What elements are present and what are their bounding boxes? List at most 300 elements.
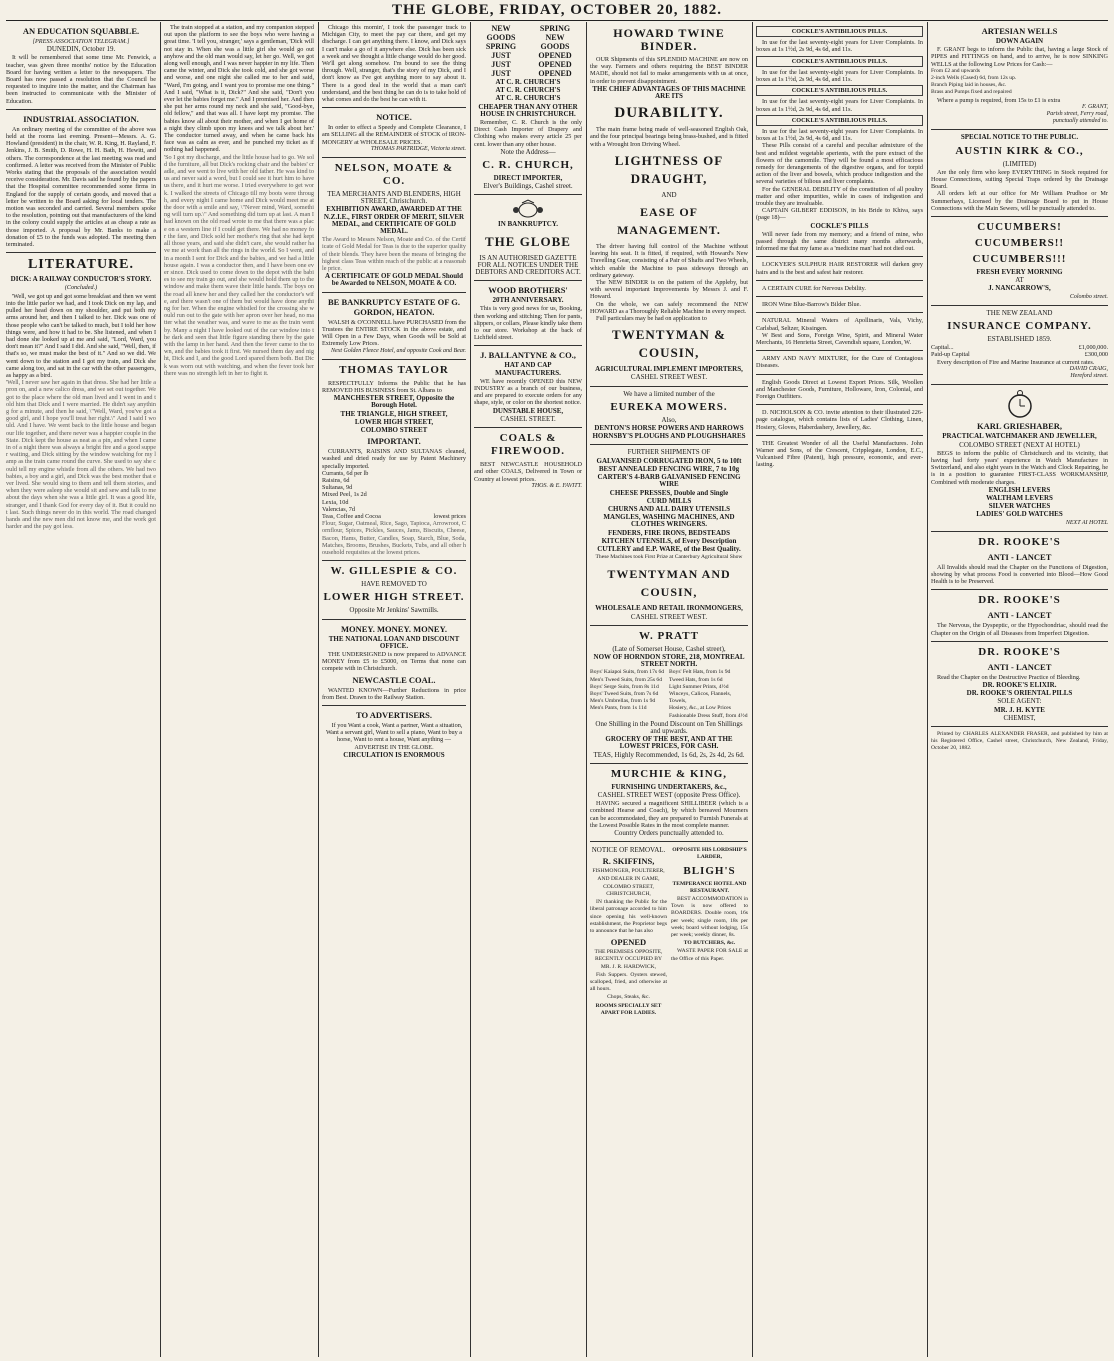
cockle-body: In use for the last seventy-eight years for Liver Complaints. In boxes at 1s 1½d, 2s 9d, 4s 6d, and 11s. xyxy=(756,98,923,113)
cockle-pills-body: Will never fade from my memory; and a friend of mine, who passed through the same district many months afterwards, informed me that my fame as a 'medicine man' had not died out. xyxy=(756,230,923,253)
skiffins-subhead: FISHMONGER, POULTERER, AND DEALER IN GAME, xyxy=(592,868,665,882)
gillespie-note: Opposite Mr Jenkins' Sawmills. xyxy=(349,606,439,615)
paidup-row xyxy=(931,351,1108,358)
at-word: AT xyxy=(1015,276,1024,285)
cockle-box: COCKLE'S ANTIBILIOUS PILLS. xyxy=(756,115,923,126)
austin-body: Are the only firm who keep EVERYTHING in Stock required for House Connections, suiting Special Traps ordered by the Drainage Board. xyxy=(931,168,1108,191)
goods-item: GALVANISED CORRUGATED IRON, 5 to 10ft xyxy=(596,456,742,465)
pratt-left-item: Boys' Kaiapoi Suits, from 17s 6d xyxy=(590,669,665,676)
natural-waters-ad: NATURAL Mineral Waters of Apollinaris, Vals, Vichy, Carlsbad, Seltzer, Kissingen. xyxy=(756,317,923,332)
divider xyxy=(931,641,1108,642)
coals-signature: THOS. & E. FAVITT. xyxy=(531,482,582,489)
further-shipments: FURTHER SHIPMENTS OF xyxy=(627,448,711,457)
kyte-sub: CHEMIST, xyxy=(1003,713,1036,722)
removal-headline: NOTICE OF REMOVAL. xyxy=(591,846,666,855)
season-word-goods: GOODS xyxy=(540,42,570,51)
wanted-body: WANTED KNOWN—Further Reductions in price from Best. Drawn to the Railway Station. xyxy=(322,686,466,701)
divider xyxy=(931,384,1108,385)
divider xyxy=(590,444,748,445)
rate-item: Branch Piping laid in houses, &c. xyxy=(931,82,1007,89)
goods-item: CHEESE PRESSES, Double and Single xyxy=(609,488,729,497)
durability-headline: DURABILITY. xyxy=(614,105,724,122)
pratt-left-item: Men's Pants, from 1s 11d xyxy=(590,705,647,712)
established-line: ESTABLISHED 1859. xyxy=(987,335,1052,344)
church-address-line: AT C. R. CHURCH'S xyxy=(495,78,561,86)
taylor-body: RESPECTFULLY Informs the Public that he has REMOVED HIS BUSINESS from St. Albans to xyxy=(322,379,466,394)
twentyman-2-headline: TWENTYMAN AND COUSIN, xyxy=(607,567,731,600)
cockle-body: In use for the last seventy-eight years for Liver Complaints. In boxes at 1s 1½d, 2s 9d, 4s 6d, and 11s. xyxy=(756,68,923,84)
column-rule xyxy=(318,22,319,1357)
rooke-elixir: DR. ROOKE'S ELIXIR. xyxy=(982,680,1057,689)
nicholson-ad: D. NICHOLSON & CO. invite attention to their illustrated 226-page catalogue, which contains lists of Ladies' Clothing, Linen, Hosiery, Gloves, Haberdashery, Jewellery, &c. xyxy=(756,409,923,431)
price-item-label: Currants, 6d per lb xyxy=(322,469,369,477)
silver-watches: SILVER WATCHES xyxy=(988,502,1051,511)
price-item xyxy=(322,491,466,498)
bankruptcy-signature: Next Golden Fleece Hotel, and opposite Cook and Bear. xyxy=(331,347,466,354)
pratt-subhead: (Late of Somerset House, Cashel street), xyxy=(612,644,726,653)
important-headline: IMPORTANT. xyxy=(367,436,421,447)
austin-kirk-headline: AUSTIN KIRK & CO., xyxy=(955,144,1084,157)
column-4 xyxy=(474,24,582,1354)
capital-row xyxy=(931,344,1108,351)
pratt-headline: W. PRATT xyxy=(639,629,699,642)
divider xyxy=(6,109,156,110)
rooke-headline: DR. ROOKE'S xyxy=(978,645,1061,658)
sole-agent: SOLE AGENT: xyxy=(997,697,1042,706)
cucumbers-3: CUCUMBERS!!! xyxy=(972,253,1067,266)
rooke-body-3: Read the Chapter on the Destructive Practice of Bleeding. xyxy=(937,673,1081,681)
column-3 xyxy=(322,24,466,1354)
goods-item: CUTLERY and E.P. WARE, of the Best Quality. xyxy=(597,544,741,553)
army-navy-ad: ARMY AND NAVY MIXTURE, for the Cure of Contagious Diseases. xyxy=(756,355,923,370)
divider xyxy=(322,157,466,158)
divider xyxy=(322,705,466,706)
price-item-label: Teas, Coffee and Cocoa xyxy=(322,512,381,520)
divider xyxy=(590,841,748,842)
column-rule xyxy=(927,22,928,1357)
anti-lancet-headline: ANTI - LANCET xyxy=(987,610,1052,621)
masthead-rule xyxy=(6,20,1108,21)
education-dateline: DUNEDIN, October 19. xyxy=(46,45,116,54)
murchie-body: HAVING secured a magnificent SHILLIBEER (which is a combined Hearse and Coach), by which bereaved Mourners can be accommodated, they are prepared to Furnish Funerals at the Lowest Possible Rates in the most complete manner. xyxy=(590,800,748,829)
nelson-subhead: TEA MERCHANTS AND BLENDERS, HIGH STREET, Christchurch. xyxy=(327,190,461,206)
dunstable-street: CASHEL STREET. xyxy=(500,414,556,423)
gillespie-subhead: HAVE REMOVED TO xyxy=(361,580,427,589)
church-address-line: AT C. R. CHURCH'S xyxy=(495,86,561,95)
durability-body: The main frame being made of well-seasoned English Oak, and the four principal bearings being brass-bushed, and is fitted with a Wrought Iron Driving Wheel. xyxy=(590,126,748,148)
goods-list xyxy=(590,458,748,553)
goods-item: BEST ANNEALED FENCING WIRE, 7 to 10g xyxy=(598,464,740,473)
divider xyxy=(756,280,923,281)
pratt-left-item: Men's Tweed Suits, from 25s 6d xyxy=(590,676,662,683)
skiffins-headline: R. SKIFFINS, xyxy=(602,856,655,867)
greatest-wonder-ad: THE Greatest Wonder of all the Useful Manufactures. John Warner and Sons, of the Crescent, Cripplegate, London, E.C., Vulcanised Fibre (Patent), high pressure, economic, and ever-lasting. xyxy=(756,439,923,469)
next-ai-hotel: NEXT AI HOTEL xyxy=(1065,519,1108,526)
rate-item: Brass and Pumps fixed and repaired xyxy=(931,89,1012,96)
goods-item: CURD MILLS xyxy=(646,496,692,505)
pratt-lists xyxy=(590,669,748,719)
literature-concluded: (Concluded.) xyxy=(64,284,98,292)
divider xyxy=(756,312,923,313)
rate-item: 2-inch Wells (Cased) 6d, from 12s up. xyxy=(931,75,1017,82)
opened-word: OPENED xyxy=(538,60,572,69)
opened-word: OPENED xyxy=(538,69,572,78)
full-particulars: Full particulars may be had on application to xyxy=(596,315,707,323)
murchie-subhead: FURNISHING UNDERTAKERS, &c., xyxy=(611,782,727,791)
column-rule xyxy=(470,22,471,1357)
cockle-box: COCKLE'S ANTIBILIOUS PILLS. xyxy=(756,85,923,96)
ballantyne-subhead: HAT AND CAP MANUFACTURERS. xyxy=(495,361,561,377)
church-street: Elver's Buildings, Cashel street. xyxy=(483,182,573,191)
pratt-right-item: Winceys, Calicos, Flannels, Towels, xyxy=(669,690,732,705)
literature-body-2: The train stopped at a station, and my companion stepped out upon the platform to see the boys who were having a great time. 'I tell you, stranger,' says a gentleman, 'Dick will not stay in. When she was a little girl she would go out anyhow and the old man would say, let her go. Well, we got along well enough, and I was never happier in my life. Then came the winter, and Dick she took cold, and she got worse and worse, and one night she called me to her and said, "Ward, I'm going, and I want you to promise me one thing." And I said, "What is it, Dick?" And she said, "Don't you ever let the babies forget me." And I promised her. And then she put her arms round my neck and she said, "Good-bye, old fellow," and that was all. I have kept my promise. The babies know all about their mother, and when I get home of a night they climb upon my knees and we talk about her.' The conductor turned away, and when he came back his face was as calm as ever, and he punched my ticket as if nothing had happened. xyxy=(164,24,314,154)
national-loan-headline: THE NATIONAL LOAN AND DISCOUNT OFFICE. xyxy=(328,634,460,650)
church-subhead: DIRECT IMPORTER, xyxy=(493,174,563,183)
grant-signature: F. GRANT, xyxy=(1082,103,1108,110)
lockyer-ad: LOCKYER'S SULPHUR HAIR RESTORER will darken grey hairs and is the best and safest hair restorer. xyxy=(756,261,923,276)
just-word: JUST xyxy=(491,51,511,60)
craig-signature: DAVID CRAIG, xyxy=(1069,365,1108,372)
divider xyxy=(322,107,466,108)
whole-body: On the whole, we can safely recommend the NEW HOWARD as a Thoroughly Reliable Machine in every respect. xyxy=(590,300,748,315)
english-levers: ENGLISH LEVERS xyxy=(988,485,1051,494)
divider xyxy=(931,129,1108,130)
pratt-address: NOW OF HORNDON STORE, 218, MONTREAL STREET NORTH. xyxy=(593,652,745,669)
opened-headline: OPENED xyxy=(610,937,647,948)
nz-headline: THE NEW ZEALAND xyxy=(986,308,1053,317)
literature-continued-text: 'Well, I never saw her again in that dress. She had her little apron on, and a new calico dress, and we set out together. We got to the place where the old man lived and I went in and told him that Dick and I were married. He didn't say anything for a minute, and then he said, \"Well, Ward, you've got a good girl, and I hope you'll treat her right.\" And I said I would. And I have. We went back to the little house and began our life together, and there never was a happier couple in the State. Dick kept the house as neat as a pin, and when I came in of a night there was always a bright fire and a good supper waiting, and Dick sitting by the window watching for my lamp as the train came round the curve. She used to say she could tell my engine whistle from all the others. We had two babies, a boy and a girl, and Dick was the best mother that ever lived. She would sing to them and tell them stories, and when they were asleep she would sit and sew and talk to me about the days when she was a little girl. It was a good life, stranger, and I thank God for every day of it. But it could not last. Such things never do in this world. The road changed hands and the new men did not know me, and the work got harder and the pay got less. xyxy=(6,379,156,531)
also-word: Also, xyxy=(661,415,677,424)
rooke-headline: DR. ROOKE'S xyxy=(978,594,1061,607)
pratt-right-item: Light Summer Prints, 4½d xyxy=(669,683,729,690)
ease-headline: EASE OF MANAGEMENT. xyxy=(617,205,721,238)
season-word-new: NEW xyxy=(545,33,565,42)
cheese-note: These Machines took First Prize at Canterbury Agricultural Show xyxy=(595,554,743,561)
price-item xyxy=(322,484,466,491)
divider xyxy=(6,252,156,253)
english-goods-ad: English Goods Direct at Lowest Export Prices. Silk, Woollen and Manchester Goods, Furniture, Holloware, Iron, Colonial, and Foreign Outfitters. xyxy=(756,378,923,400)
advertisers-headline: TO ADVERTISERS. xyxy=(355,710,433,720)
murchie-headline: MURCHIE & KING, xyxy=(610,767,728,780)
karl-street: COLOMBO STREET (NEXT AI HOTEL) xyxy=(959,440,1080,449)
pratt-left-item: Boys' Serge Suits, from 8s 11d xyxy=(590,683,659,690)
taylor-address: MANCHESTER STREET, Opposite the Borough Hotel. xyxy=(333,394,455,410)
special-notice: SPECIAL NOTICE TO THE PUBLIC. xyxy=(960,133,1079,142)
goods-item: CHURNS AND ALL DAIRY UTENSILS xyxy=(607,504,731,513)
season-goods-block xyxy=(474,24,582,78)
ease-body: The driver having full control of the Machine without leaving his seat. It is fitted, if required, with Howard's New Travelling Gear, consisting of a Pair of Shafts and Two Wheels, which enable the Machine to pass sideways through an ordinary gateway. xyxy=(590,243,748,279)
nelson-award: EXHIBITION AWARD, AWARDED AT THE N.Z.I.E., FIRST ORDER OF MERIT, SILVER MEDAL, and CERTIFICATE OF GOLD MEDAL. xyxy=(323,205,465,236)
divider xyxy=(756,374,923,375)
literature-continued-text: 'So I got my discharge, and the little house had to go. We sold the furniture, all but Dick's rocking chair and the babies' cradle, and we went to live with her old father. He was kind to us and never said a word, but I could see it hurt him to have us there, and it hurt me worse. I tried everywhere to get work. I walked the streets of Chicago till my boots were through, and every night I came home and Dick would meet me at the door with a smile and say, \"Never mind, Ward, something will turn up.\" And something did turn up at last. A man I had known on the old road wrote to me that there was a place on a western line if I could get there. We had no money for the fare, and Dick sold her mother's ring that she had kept all those years, and said she didn't care, she would rather have me at work than all the rings in the world. So I went, and in a month I sent for Dick and the babies, and we had a little house again. I was a conductor then, and I have been one ever since. Dick used to come down to the depot with the babies to see my train go out, and she would hold them up to the window and make them wave their little hands. The boys on the road all knew her and they called her the conductor's wife, and there wasn't one of them but would have done anything for her. When the engine whistled for the crossing she would run out to the gate with her apron over her head, no matter what the weather was, and wave to me as the train went by. Many a night I have looked out of the car window into the dark and seen that little figure standing there by the gate with the lamp in her hand. And then the fever came to the town, and the babies took it first. We nursed them day and night, Dick and I, and the good Lord spared them both. But Dick was worn out with watching, and when the fever took her there was no strength left in her to fight it. xyxy=(164,153,314,377)
divider xyxy=(474,194,582,195)
column-6 xyxy=(756,24,923,1354)
cheaper-line: CHEAPER THAN ANY OTHER HOUSE IN CHRISTCHURCH. xyxy=(478,102,578,118)
cucumbers-1: CUCUMBERS! xyxy=(977,221,1062,234)
prize-body: For the GENERAL DEBILITY of the constitution of all poultry matter and other impurities, while in cases of indigestion and trouble they are invaluable. xyxy=(756,185,923,208)
twentyman-2-street: CASHEL STREET WEST. xyxy=(630,612,708,621)
cockle-long-body: These Pills consist of a careful and peculiar admixture of the best and mildest vegetable aperients, with the pure extract of the flowers of the camomile. They will be found a most efficacious remedy for derangements of the digestive organs, and for torpid action of the liver and bowels, which produce indigestion and the several varieties of bilious and liver complaints. xyxy=(756,142,923,186)
murchie-street: CASHEL STREET WEST (opposite Press Office). xyxy=(597,790,741,799)
austin-orders: All orders left at our office for Mr William Prudhoe or Mr Summerhays, Licensed by the Drainage Board to put in House Connections with the Main Sewers, will be punctually attended to. xyxy=(931,190,1108,212)
binder-intro: OUR Shipments of this SPLENDID MACHINE are now on the way. Farmers and others requiring the BEST BINDER MADE, should not fail to make arrangements with us at once, in order to prevent disappointment. xyxy=(590,56,748,85)
grant-address: Parish street, Ferry road, xyxy=(1046,111,1108,118)
twentyman-2-subhead: WHOLESALE AND RETAIL IRONMONGERS, xyxy=(595,604,743,613)
globe-gazette-text: IS AN AUTHORISED GAZETTE FOR ALL NOTICES UNDER THE DEBTORS AND CREDITORS ACT. xyxy=(475,253,581,277)
rooke-body-2: The Nervous, the Dyspeptic, or the Hypochondriac, should read the Chapter on the Origin of all Diseases from Imperfect Digestion. xyxy=(931,622,1108,637)
opposite-larder: OPPOSITE HIS LORDSHIP'S LARDER, xyxy=(672,847,747,861)
imprint: Printed by CHARLES ALEXANDER FRASER, and published by him at his Registered Office, Cashel street, Christchurch, New Zealand, Friday, October 20, 1882. xyxy=(931,730,1108,752)
industrial-headline: INDUSTRIAL ASSOCIATION. xyxy=(23,113,139,124)
divider xyxy=(590,386,748,387)
eureka-headline: EUREKA MOWERS. xyxy=(610,400,728,413)
blighs-body: BEST ACCOMMODATION in Town is now offered to BOARDERS. Double room, 16s per week; single room, 18s per week; board without lodging, 15s per week; weekly dinner, 8s. xyxy=(671,896,748,939)
nancarrow-address: Colombo street. xyxy=(1069,293,1108,300)
nelson-body-text: The Award to Messrs Nelson, Moate and Co. of the Certificate of Gold Medal for Teas is due to the superior quality of their blends. They have been the means of bringing the highest class Teas within reach of the public at a reasonable price. xyxy=(322,236,466,273)
iron-wine-ad: IRON Wine Blue-Barrow's Bilder Blue. xyxy=(762,301,861,309)
wells-note: Where a pump is required, from 15s to £1 is extra xyxy=(937,96,1061,104)
twentyman-subhead: AGRICULTURAL IMPLEMENT IMPORTERS, xyxy=(595,365,743,374)
literature-headline: LITERATURE. xyxy=(27,257,135,273)
shilling-discount: One Shilling in the Pound Discount on Ten Shillings and upwards. xyxy=(595,719,743,735)
divider xyxy=(322,292,466,293)
literature-body: 'Well, we got up and got some breakfast and then we went into the little parlor we had, and I took Dick on my lap, and pulled her head down on my shoulder, and put both my arms around her, and then I talked to her. Dick was one of those people who can't be talked to much, but I told her how things were, and how it had to be. She listened, and when I had done she looked up at me and said, "Lord, Ward, you don't mean it?" And I said I did. And she said, "Well, then, if that's so, we must make the best of it." And so we did. We went down to the station and I got my train, and Dick she came along too, and sat in the car with the other passengers, as happy as a bird. xyxy=(6,292,156,379)
gold-medal-certificate: A CERTIFICATE OF GOLD MEDAL Should be Awarded to NELSON, MOATE & CO. xyxy=(324,272,464,288)
advertisers-body: If you Want a cook, Want a partner, Want a situation, Want a servant girl, Want to sell a piano, Want to buy a horse, Want to rent a house, Want anything — ADVERTISE IN THE GLOBE. xyxy=(325,722,463,751)
artesian-body: F. GRANT begs to inform the Public that, having a large Stock of PIPES and FITTINGS on hand, and to arrive, he is now SINKING WELLS at the following Low Prices for Cash:— xyxy=(931,46,1108,68)
austin-limited: (LIMITED) xyxy=(1002,159,1037,168)
column-1 xyxy=(6,24,156,1354)
chief-advantages: THE CHIEF ADVANTAGES OF THIS MACHINE ARE ITS xyxy=(592,84,746,101)
coals-headline: COALS & FIREWOOD. xyxy=(490,432,566,458)
price-item xyxy=(322,513,466,520)
cockle-box: COCKLE'S ANTIBILIOUS PILLS. xyxy=(756,56,923,67)
new-binder-body: The NEW BINDER is on the pattern of the Appleby, but with several important Improvements by Messrs J. and F. Howard. xyxy=(590,279,748,301)
note-address-label: Note the Address— xyxy=(500,147,556,156)
premises-line: THE PREMISES OPPOSITE, RECENTLY OCCUPIED BY MR. J. R. HARDWICK, xyxy=(594,949,663,970)
industrial-body: An ordinary meeting of the committee of the above was held at the rooms last evening. Present—Messrs. A. G. Howland (president) in the chair, W. R. King, H. Rayland, F. Jenkins, J. B. Smith, D. Rowe, H. H. Bath, H. Hewitt, and others. The correspondence at the last meeting was read and confirmed. A letter was received from the Minister of Public Works stating that the proposals of the association would receive consideration. Mr. Davis said he found by the papers that the Hospital committee recommended some firms in England for the supply of certain goods, and moved that a letter be written to the Board asking for local tenders. The motion was seconded and carried. Several members spoke to the resolution, pointing out that manufacturers of the kind in the colony could supply the articles at as cheap a rate as those imported. A proposal by Mr. Banks to make a donation of £5 to the funds was adopted. The meeting then terminated. xyxy=(6,125,156,249)
butchers-headline: TO BUTCHERS, &c. xyxy=(683,940,736,947)
coals-body: BEST NEWCASTLE HOUSEHOLD and other COALS, Delivered in Town or Country at lowest prices. xyxy=(474,461,582,483)
price-item xyxy=(322,506,466,513)
murchie-country: Country Orders punctually attended to. xyxy=(614,829,724,837)
opened-word: OPENED xyxy=(538,51,572,60)
removal-block xyxy=(590,846,667,1018)
skiffins-body: IN thanking the Public for the liberal patronage accorded to him since opening his well-known establishment, the Proprietor begs to announce that he has also xyxy=(590,899,667,935)
karl-body: BEGS to inform the public of Christchurch and its vicinity, that having had forty years' experience in Watch Manufacture in Switzerland, and also eight years in the Watch and Clock Repairing, he is in a position to guarantee FIRST-CLASS WORKMANSHIP, Combined with moderate charges. xyxy=(931,449,1108,486)
column-rule xyxy=(752,22,753,1357)
goods-item: FENDERS, FIRE IRONS, BEDSTEADS xyxy=(608,528,730,537)
hereford-street: Hereford street. xyxy=(1070,373,1108,380)
price-item xyxy=(322,499,466,506)
bankruptcy-notice: IN BANKRUPTCY. xyxy=(497,220,559,229)
waltham-levers: WALTHAM LEVERS xyxy=(986,493,1053,502)
teas-line: TEAS, Highly Recommended, 1s 6d, 2s, 2s 4d, 2s 6d. xyxy=(593,750,745,759)
pratt-right-item: Boys' Felt Hats, from 1s 9d xyxy=(669,669,731,676)
certain-cure-ad: A CERTAIN CURE for Nervous Debility. xyxy=(762,284,866,292)
punctually-line: punctually attended to. xyxy=(1052,118,1108,125)
column-rule xyxy=(586,22,587,1357)
divider xyxy=(756,435,923,436)
blighs-headline: BLIGH'S xyxy=(683,864,736,877)
church-headline: C. R. CHURCH, xyxy=(482,159,574,172)
bankruptcy-headline: BE BANKRUPTCY ESTATE OF G. GORDON, HEATON. xyxy=(327,296,460,317)
price-item-label: Valencias, 7d xyxy=(322,505,355,513)
chops-line: Chops, Steaks, &c. xyxy=(607,994,650,1001)
anti-lancet-headline: ANTI - LANCET xyxy=(987,661,1052,672)
cockle-body: In use for the last seventy-eight years for Liver Complaints. In boxes at 1s 1½d, 2s 9d, 4s 6d, and 11s. xyxy=(756,128,923,143)
church-address-line: AT C. R. CHURCH'S xyxy=(495,94,561,103)
cockle-box: COCKLE'S ANTIBILIOUS PILLS. xyxy=(756,26,923,37)
divider xyxy=(756,350,923,351)
education-body: It will be remembered that some time Mr. Fenwick, a teacher, was given three months' notice by the Education Board for having written a letter to the newspapers. The Board has now passed a resolution that the Council be requested to inquire into the matter, and the Chairman has been instructed to communicate with the Minister of Education. xyxy=(6,54,156,105)
price-item-label: Mixed Peel, 1s 2d xyxy=(322,491,367,499)
cockle-pills-headline: COCKLE'S PILLS xyxy=(810,221,869,230)
divider xyxy=(931,726,1108,727)
price-item-label: Raisins, 6d xyxy=(322,476,350,484)
newcastle-headline: NEWCASTLE COAL. xyxy=(352,674,436,685)
fish-suppers: Fish Suppers. Oysters stewed, scalloped, fried, and otherwise at all hours. xyxy=(590,971,667,993)
rooke-oriental: DR. ROOKE'S ORIENTAL PILLS xyxy=(966,689,1073,698)
education-headline: AN EDUCATION SQUABBLE. xyxy=(22,26,140,36)
price-item-label: Lexia, 10d xyxy=(322,498,349,506)
capital-value: £1,000,000. xyxy=(1078,344,1108,352)
best-wines-ad: W Best and Sons, Foreign Wine, Spirit, and Mineral Water Merchants, 16 Henrietta Street, Cavendish square, London, W. xyxy=(756,331,923,346)
blighs-block xyxy=(671,846,748,1018)
grocery-list-text: Flour, Sugar, Oatmeal, Rice, Sago, Tapioca, Arrowroot, Cornflour, Spices, Pickles, Sauces, Jams, Biscuits, Cheese, Bacon, Hams, Butter, Candles, Soap, Starch, Blue, Soda, Matches, Brooms, Brushes, Buckets, Tubs, and all other household requisites at the lowest prices. xyxy=(322,520,466,556)
rooke-body: All Invalids should read the Chapter on the Functions of Digestion, showing by what process Food is converted into Blood—How Good Health is to be Preserved. xyxy=(931,563,1108,586)
divider xyxy=(590,625,748,626)
pocket-watch-icon xyxy=(1005,389,1035,419)
season-word-spring: SPRING xyxy=(485,42,517,51)
literature-body-3: Chicago this mornin', I took the passenger track to Michigan City, to meet the pay car there, and get my discharge. I can get anything there. I know, and Dick says I can't make a go of it anywhere else. Dick has been sick a week and we thought a little change would do her good. We'll get along somehow. I'm bound to see the thing through. Well, stranger, that's the story of my Dick, and I don't know as I've got anything more to say about it. There is a good deal in the world that a man can't understand, and the best thing he can do is to take hold of what comes and do the best he can with it. xyxy=(322,24,466,104)
ladies-gold-watches: LADIES' GOLD WATCHES xyxy=(976,510,1063,519)
pratt-right-item: Hosiery, &c., at Low Prices xyxy=(669,705,731,712)
money-headline: MONEY. MONEY. MONEY. xyxy=(340,623,448,634)
divider xyxy=(322,359,466,360)
temperance-subhead: TEMPERANCE HOTEL AND RESTAURANT. xyxy=(672,880,747,894)
nancarrow-name: J. NANCARROW'S, xyxy=(988,284,1051,293)
colombo-address: COLOMBO STREET xyxy=(360,425,428,434)
ladies-rooms: ROOMS SPECIALLY SET APART FOR LADIES. xyxy=(595,1002,662,1016)
limited-number: We have a limited number of the xyxy=(623,389,715,398)
waste-paper: WASTE PAPER FOR SALE at the Office of this Paper. xyxy=(671,948,748,962)
ballantyne-body: WE have recently OPENED this NEW INDUSTRY as a branch of our business, and are prepared to execute orders for any shape, style, or color on the shortest notice. xyxy=(474,377,582,407)
education-subhead: [PRESS ASSOCIATION TELEGRAM.] xyxy=(32,38,130,45)
well-rates-list xyxy=(931,68,1108,97)
taylor-headline: THOMAS TAYLOR xyxy=(339,363,449,376)
wood-headline: WOOD BROTHERS' xyxy=(488,285,568,296)
ballantyne-headline: J. BALLANTYNE & CO., xyxy=(480,350,576,361)
pratt-left-list xyxy=(590,669,669,719)
pratt-left-item: Men's Umbrellas, from 1s 9d xyxy=(590,698,656,705)
divider xyxy=(931,531,1108,532)
wood-body: This is very good news for us, Booking, then working and stitching; Then for pants, slippers, or collars, Please kindly take them to our store. Workshop at the back of Lichfield street. xyxy=(474,305,582,342)
royal-crest-icon xyxy=(508,199,548,219)
divider xyxy=(931,589,1108,590)
goods-item: CARTER'S 4-BARB GALVANISED FENCING WIRE xyxy=(597,473,741,489)
currants-body: CURRANTS, RAISINS AND SULTANAS cleaned, washed and dried ready for use by Patent Machinery specially imported. xyxy=(322,448,466,470)
paidup-value: £300,000 xyxy=(1084,351,1108,359)
capital-label: Capital... xyxy=(931,344,954,352)
literature-subhead: DICK: A RAILWAY CONDUCTOR'S STORY. xyxy=(10,275,152,284)
paidup-label: Paid-up Capital xyxy=(931,351,970,359)
season-word-goods: GOODS xyxy=(486,33,516,42)
divider xyxy=(474,427,582,428)
insurance-body: Every description of Fire and Marine Insurance at current rates. xyxy=(937,358,1095,366)
divider xyxy=(322,619,466,620)
divider xyxy=(322,560,466,561)
price-item xyxy=(322,477,466,484)
gillespie-headline: W. GILLESPIE & CO. xyxy=(330,565,458,578)
wood-subhead: 20TH ANNIVERSARY. xyxy=(492,296,564,305)
column-7 xyxy=(931,24,1108,1354)
dunstable-house: DUNSTABLE HOUSE, xyxy=(492,406,564,415)
anti-lancet-headline: ANTI - LANCET xyxy=(987,551,1052,562)
divider xyxy=(756,296,923,297)
season-word-new: NEW xyxy=(491,24,511,33)
nelson-headline: NELSON, MOATE & CO. xyxy=(334,162,454,188)
column-5 xyxy=(590,24,748,1354)
skiffins-street: COLOMBO STREET, CHRISTCHURCH, xyxy=(603,883,654,898)
goods-item: MANGLES, WASHING MACHINES, AND CLOTHES WRINGERS. xyxy=(603,513,735,529)
triangle-address: THE TRIANGLE, HIGH STREET, xyxy=(340,409,448,418)
column-rule xyxy=(160,22,161,1357)
divider xyxy=(756,256,923,257)
pratt-right-list xyxy=(669,669,748,719)
divider xyxy=(931,305,1108,306)
notice-signature: THOMAS PARTRIDGE, Victoria street. xyxy=(370,145,466,152)
cucumbers-2: CUCUMBERS!! xyxy=(974,237,1065,250)
pratt-right-item: Fashionable Dress Stuff, from 4½d xyxy=(669,712,748,719)
circulation-line: CIRCULATION IS ENORMOUS xyxy=(343,750,445,759)
gillespie-address: LOWER HIGH STREET. xyxy=(323,591,465,604)
globe-headline: THE GLOBE xyxy=(485,233,571,249)
karl-headline: KARL GRIESHABER, xyxy=(976,421,1063,432)
and-word: AND xyxy=(661,190,677,199)
lightness-headline: LIGHTNESS OF DRAUGHT, xyxy=(614,152,724,186)
notice-body: In order to effect a Speedy and Complete Clearance, I am SELLING all the REMAINDER of STOCK of IRON-MONGERY at WHOLESALE PRICES. xyxy=(322,124,466,146)
just-word: JUST xyxy=(491,60,511,69)
price-item-label: Sultanas, 9d xyxy=(322,484,353,492)
binder-headline: HOWARD TWINE BINDER. xyxy=(613,26,725,53)
bankruptcy-body: WALSH & O'CONNELL have PURCHASED from the Trustees the ENTIRE STOCK in the above estate, and Will Open in a Few Days, when Goods will be Sold at Extremely Low Prices. xyxy=(322,318,466,348)
pratt-left-item: Boys' Tweed Suits, from 7s 6d xyxy=(590,690,659,697)
column-2 xyxy=(164,24,314,1354)
twentyman-street: CASHEL STREET WEST. xyxy=(630,373,708,382)
lower-high-address: LOWER HIGH STREET, xyxy=(354,417,434,426)
pratt-right-item: Tweed Hats, from 1s 6d xyxy=(669,676,723,683)
divider xyxy=(474,280,582,281)
fresh-every-morning: FRESH EVERY MORNING xyxy=(976,268,1063,277)
season-word-spring: SPRING xyxy=(539,24,571,33)
just-word: JUST xyxy=(491,69,511,78)
cockle-body: In use for the last seventy-eight years for Liver Complaints. In boxes at 1s 1½d, 2s 9d, 4s 6d, and 11s. xyxy=(756,39,923,54)
bottom-row xyxy=(590,846,748,1018)
grocery-line: GROCERY OF THE BEST, AND AT THE LOWEST PRICES, FOR CASH. xyxy=(605,735,733,751)
price-list xyxy=(322,470,466,520)
remember-body: Remember, C. R. Church is the only Direct Cash Importer of Drapery and Clothing who makes every article 25 per cent. lower than any other house. xyxy=(474,119,582,148)
divider xyxy=(756,404,923,405)
goods-item: KITCHEN UTENSILS, of Every Description xyxy=(601,536,737,545)
price-item xyxy=(322,470,466,477)
insurance-headline: INSURANCE COMPANY. xyxy=(947,320,1092,333)
ploughs-line: HORNSBY'S PLOUGHS AND PLOUGHSHARES xyxy=(592,432,746,441)
price-item-value: lowest prices xyxy=(433,512,466,520)
divider xyxy=(931,216,1108,217)
kyte-name: MR. J. H. KYTE xyxy=(994,705,1045,714)
karl-subhead: PRACTICAL WATCHMAKER AND JEWELLER, xyxy=(942,432,1097,441)
